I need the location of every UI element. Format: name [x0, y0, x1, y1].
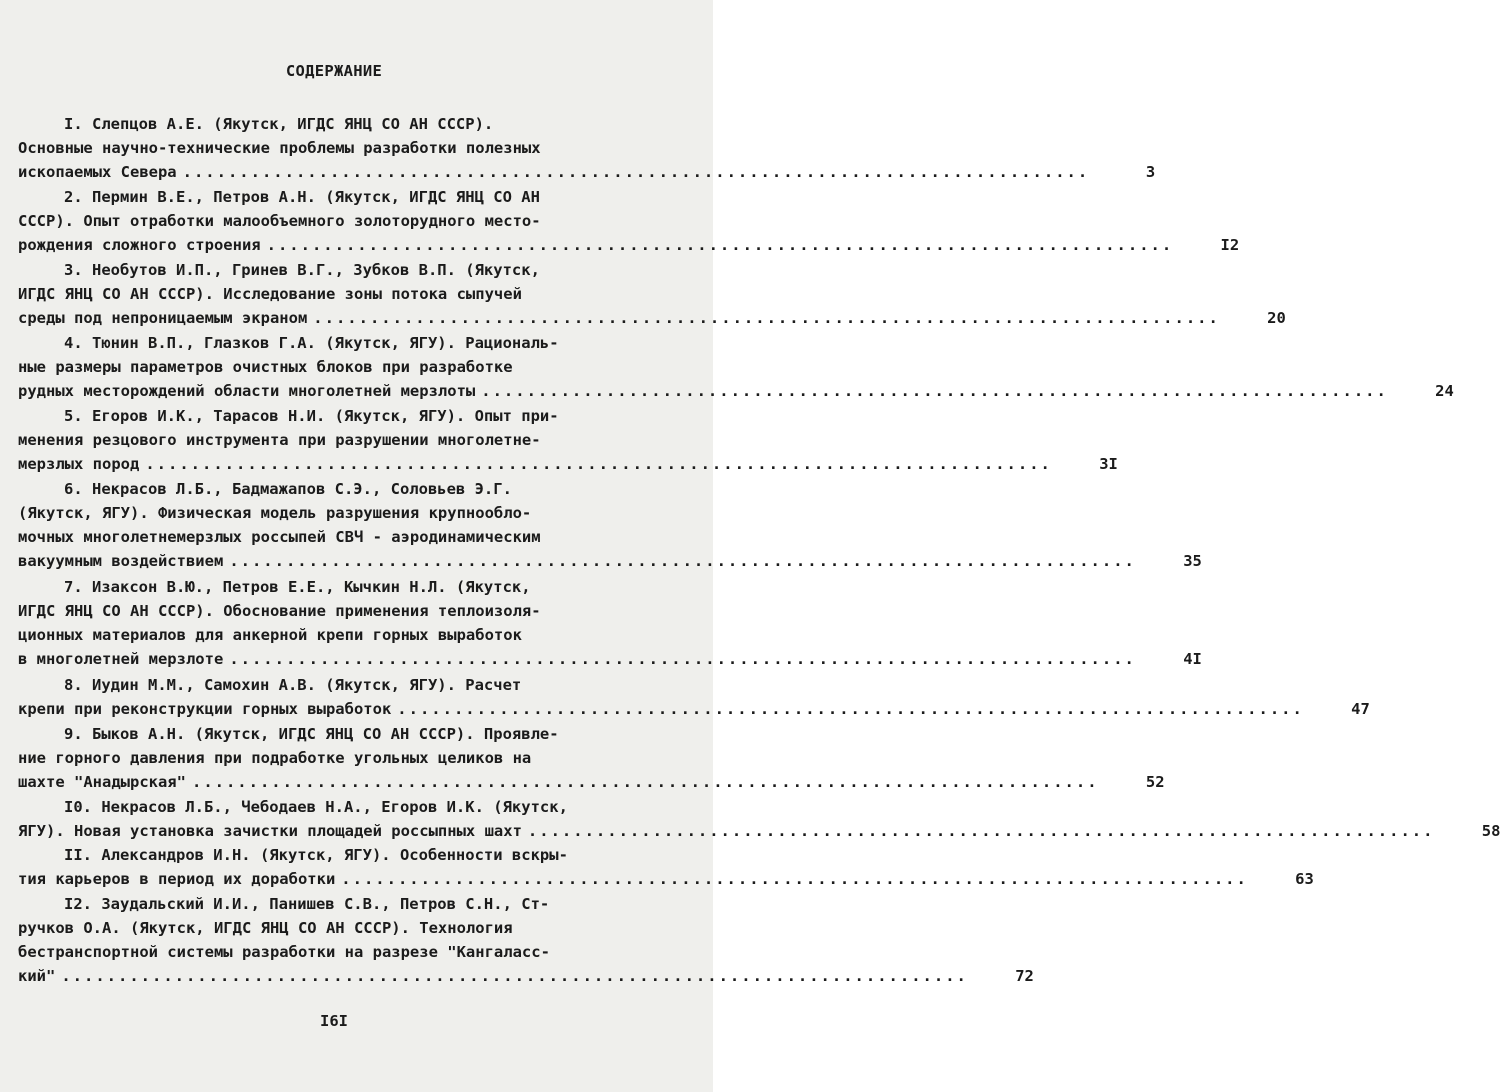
toc-page-number: 4I — [1183, 650, 1202, 668]
toc-entry-line: бестранспортной системы разработки на разрезе "Кангаласс- — [18, 943, 550, 961]
toc-entry-first-line: II. Александров И.Н. (Якутск, ЯГУ). Особенности вскры- — [64, 846, 568, 864]
toc-entry-line: ционных материалов для анкерной крепи горных выработок — [18, 626, 522, 644]
toc-entry-text: среды под непроницаемым экраном — [18, 309, 308, 327]
toc-entry-line — [18, 452, 1118, 476]
toc-entry-text: рудных месторождений области многолетней мерзлоты — [18, 382, 476, 400]
toc-page-number: 72 — [1015, 967, 1034, 985]
toc-entry-text: шахте "Анадырская" — [18, 773, 186, 791]
toc-page-number: 3 — [1145, 163, 1156, 181]
toc-entry-line: ние горного давления при подработке угольных целиков на — [18, 749, 532, 767]
toc-entry-line — [18, 549, 1202, 573]
toc-entry — [18, 477, 1202, 573]
toc-entry-line — [18, 819, 1500, 843]
toc-entry-first-line: 6. Некрасов Л.Б., Бадмажапов С.Э., Соловьев Э.Г. — [64, 480, 512, 498]
toc-entry-text: мерзлых пород — [18, 455, 140, 473]
toc-entry-line: менения резцового инструмента при разрушении многолетне- — [18, 431, 541, 449]
dot-leader: ................................................................................ — [266, 236, 1174, 254]
dot-leader: ................................................................................ — [145, 455, 1052, 473]
toc-entry-line: ручков О.А. (Якутск, ИГДС ЯНЦ СО АН СССР). Технология — [18, 919, 513, 937]
dot-leader: ................................................................................ — [527, 822, 1435, 840]
toc-page-number: 63 — [1295, 870, 1314, 888]
toc-entry — [18, 795, 1500, 843]
toc-entry — [18, 258, 1286, 330]
toc-page-number: 52 — [1145, 773, 1165, 791]
toc-entry-first-line: 7. Изаксон В.Ю., Петров Е.Е., Кычкин Н.Л. (Якутск, — [64, 578, 531, 596]
toc-entry-line: СССР). Опыт отработки малообъемного золоторудного место- — [18, 212, 541, 230]
toc-page-number: 20 — [1267, 309, 1286, 327]
toc-entry-line — [18, 306, 1286, 330]
toc-page-number: 3I — [1099, 455, 1118, 473]
dot-leader: ................................................................................ — [313, 309, 1220, 327]
toc-entry-text: ЯГУ). Новая установка зачистки площадей россыпных шахт — [18, 822, 522, 840]
toc-entry — [18, 575, 1202, 671]
toc-entry-line — [18, 379, 1454, 403]
toc-entry-text: ископаемых Севера — [18, 163, 177, 181]
toc-entry — [18, 892, 1034, 988]
toc-entry-line: ИГДС ЯНЦ СО АН СССР). Исследование зоны потока сыпучей — [18, 285, 522, 303]
toc-entry-first-line: 2. Пермин В.Е., Петров А.Н. (Якутск, ИГДС ЯНЦ СО АН — [64, 188, 540, 206]
toc-entry — [18, 673, 1370, 721]
toc-entry-text: кий" — [18, 967, 56, 985]
toc-entry-first-line: 3. Необутов И.П., Гринев В.Г., Зубков В.П. (Якутск, — [64, 261, 540, 279]
toc-entry-line: ные размеры параметров очистных блоков при разработке — [18, 358, 513, 376]
toc-entry-first-line: 4. Тюнин В.П., Глазков Г.А. (Якутск, ЯГУ). Рациональ- — [64, 334, 559, 352]
toc-entry-first-line: 5. Егоров И.К., Тарасов Н.И. (Якутск, ЯГУ). Опыт при- — [64, 407, 559, 425]
dot-leader: ................................................................................ — [481, 382, 1388, 400]
toc-entry — [18, 112, 1156, 184]
toc-entry-text: крепи при реконструкции горных выработок — [18, 700, 392, 718]
toc-entry-first-line: 9. Быков А.Н. (Якутск, ИГДС ЯНЦ СО АН СССР). Проявле- — [64, 725, 559, 743]
toc-page-number: 58 — [1481, 822, 1500, 840]
toc-heading: СОДЕРЖАНИЕ — [285, 62, 383, 80]
toc-entry-line — [18, 867, 1314, 891]
toc-entry-text: рождения сложного строения — [18, 236, 261, 254]
dot-leader: ................................................................................ — [229, 552, 1136, 570]
dot-leader: ................................................................................ — [191, 773, 1099, 791]
toc-entry — [18, 404, 1118, 476]
page-number: I6I — [320, 1012, 348, 1030]
toc-entry-first-line: I. Слепцов А.Е. (Якутск, ИГДС ЯНЦ СО АН СССР). — [64, 115, 494, 133]
toc-entry-line — [18, 160, 1156, 184]
dot-leader: ................................................................................ — [61, 967, 968, 985]
toc-entry-text: в многолетней мерзлоте — [18, 650, 224, 668]
toc-entry-line — [18, 647, 1202, 671]
toc-entry-text: вакуумным воздействием — [18, 552, 224, 570]
toc-entry-first-line: I0. Некрасов Л.Б., Чебодаев Н.А., Егоров И.К. (Якутск, — [64, 798, 568, 816]
toc-entry-first-line: 8. Иудин М.М., Самохин А.В. (Якутск, ЯГУ). Расчет — [64, 676, 522, 694]
toc-entry-line: ИГДС ЯНЦ СО АН СССР). Обоснование применения теплоизоля- — [18, 602, 541, 620]
toc-page-number: I2 — [1220, 236, 1240, 254]
toc-entry-text: тия карьеров в период их доработки — [18, 870, 336, 888]
toc-page-number: 24 — [1435, 382, 1454, 400]
dot-leader: ................................................................................ — [229, 650, 1136, 668]
toc-entry-line — [18, 697, 1370, 721]
toc-entry — [18, 331, 1454, 403]
toc-page-number: 35 — [1183, 552, 1202, 570]
toc-entry-line: мочных многолетнемерзлых россыпей СВЧ - аэродинамическим — [18, 528, 541, 546]
toc-entry — [18, 722, 1165, 794]
toc-entry-line — [18, 770, 1165, 794]
toc-entry-first-line: I2. Заудальский И.И., Панишев С.В., Петров С.Н., Ст- — [64, 895, 550, 913]
toc-entry-line — [18, 233, 1240, 257]
dot-leader: ................................................................................ — [182, 163, 1090, 181]
toc-page-number: 47 — [1351, 700, 1370, 718]
toc-entry-line — [18, 964, 1034, 988]
dot-leader: ................................................................................ — [397, 700, 1304, 718]
toc-entry-line: Основные научно-технические проблемы разработки полезных — [18, 139, 541, 157]
toc-entry-line: (Якутск, ЯГУ). Физическая модель разрушения крупнообло- — [18, 504, 532, 522]
toc-entry — [18, 185, 1240, 257]
toc-entry — [18, 843, 1314, 891]
dot-leader: ................................................................................ — [341, 870, 1248, 888]
